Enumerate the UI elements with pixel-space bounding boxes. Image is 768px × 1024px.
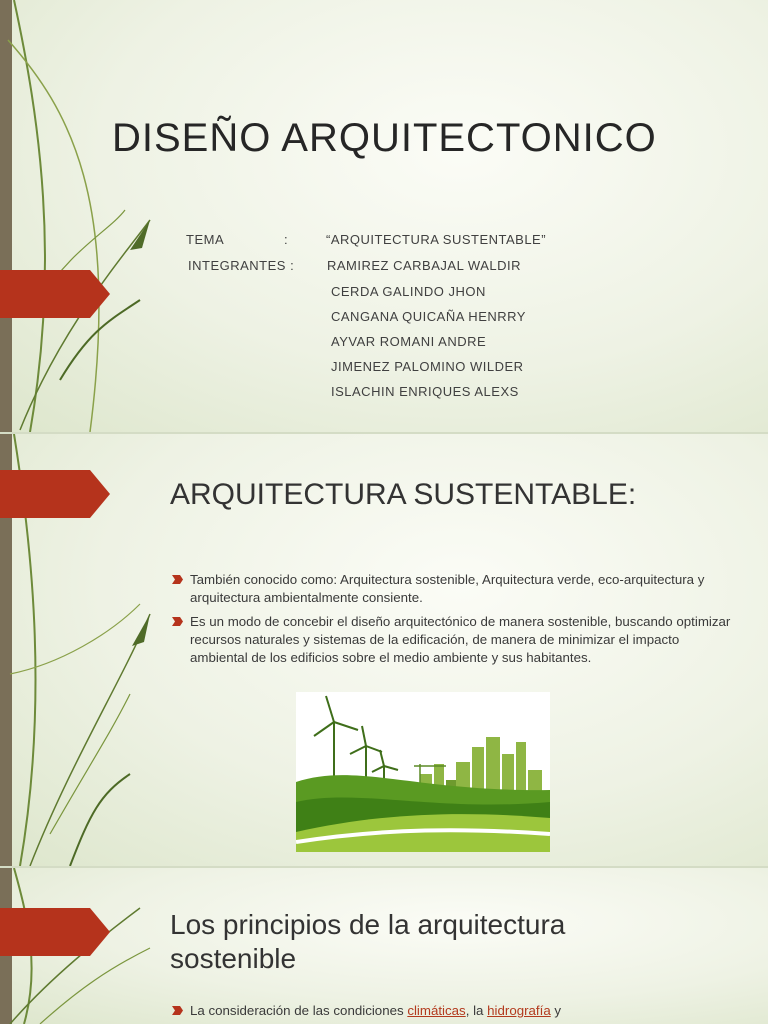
link-climaticas[interactable]: climáticas	[407, 1003, 466, 1018]
bullet-text: También conocido como: Arquitectura sostenible, Arquitectura verde, eco-arquitectura y arquitectura ambientalmente consiente.	[190, 572, 705, 605]
tema-label: TEMA	[186, 232, 225, 247]
bullet-arrow-icon	[172, 1006, 183, 1015]
member-name: RAMIREZ CARBAJAL WALDIR	[327, 258, 522, 273]
list-item	[172, 613, 732, 667]
member-name: ISLACHIN ENRIQUES ALEXS	[331, 384, 519, 399]
link-hidrografia[interactable]: hidrografía	[487, 1003, 551, 1018]
bullet-arrow-icon	[172, 575, 183, 584]
tema-value: “ARQUITECTURA SUSTENTABLE”	[326, 232, 547, 247]
grass-decoration	[0, 0, 160, 432]
slide-heading: ARQUITECTURA SUSTENTABLE:	[170, 478, 637, 511]
presentation-title: DISEÑO ARQUITECTONICO	[112, 116, 657, 160]
bullet-text: , la	[465, 1003, 488, 1018]
slide-heading: Los principios de la arquitectura sostenible	[170, 909, 566, 974]
slide-tab-marker	[0, 908, 110, 956]
member-name: AYVAR ROMANI ANDRE	[331, 334, 487, 349]
bullet-arrow-icon	[172, 617, 183, 626]
list-item	[172, 1002, 732, 1020]
tema-colon: :	[284, 232, 289, 247]
green-city-illustration	[296, 692, 550, 852]
list-item	[172, 571, 732, 607]
slide-tab-marker	[0, 470, 110, 518]
member-name: JIMENEZ PALOMINO WILDER	[331, 359, 524, 374]
slide-principios	[0, 868, 768, 1024]
bullet-text: La consideración de las condiciones	[190, 1003, 408, 1018]
member-name: CANGANA QUICAÑA HENRRY	[331, 309, 526, 324]
bullet-text: y	[550, 1003, 562, 1018]
bullet-list	[172, 571, 732, 673]
slide-arquitectura	[0, 434, 768, 866]
bullet-text: Es un modo de concebir el diseño arquitectónico de manera sostenible, buscando optimizar recursos naturales y sistemas de la edificación, de manera de minimizar el impacto ambiental de los edificios sobre el medio ambiente y sus habitantes.	[190, 614, 731, 665]
integrantes-label: INTEGRANTES :	[188, 258, 295, 273]
slide-title	[0, 0, 768, 432]
slide-tab-marker	[0, 270, 110, 318]
member-name: CERDA GALINDO JHON	[331, 284, 486, 299]
